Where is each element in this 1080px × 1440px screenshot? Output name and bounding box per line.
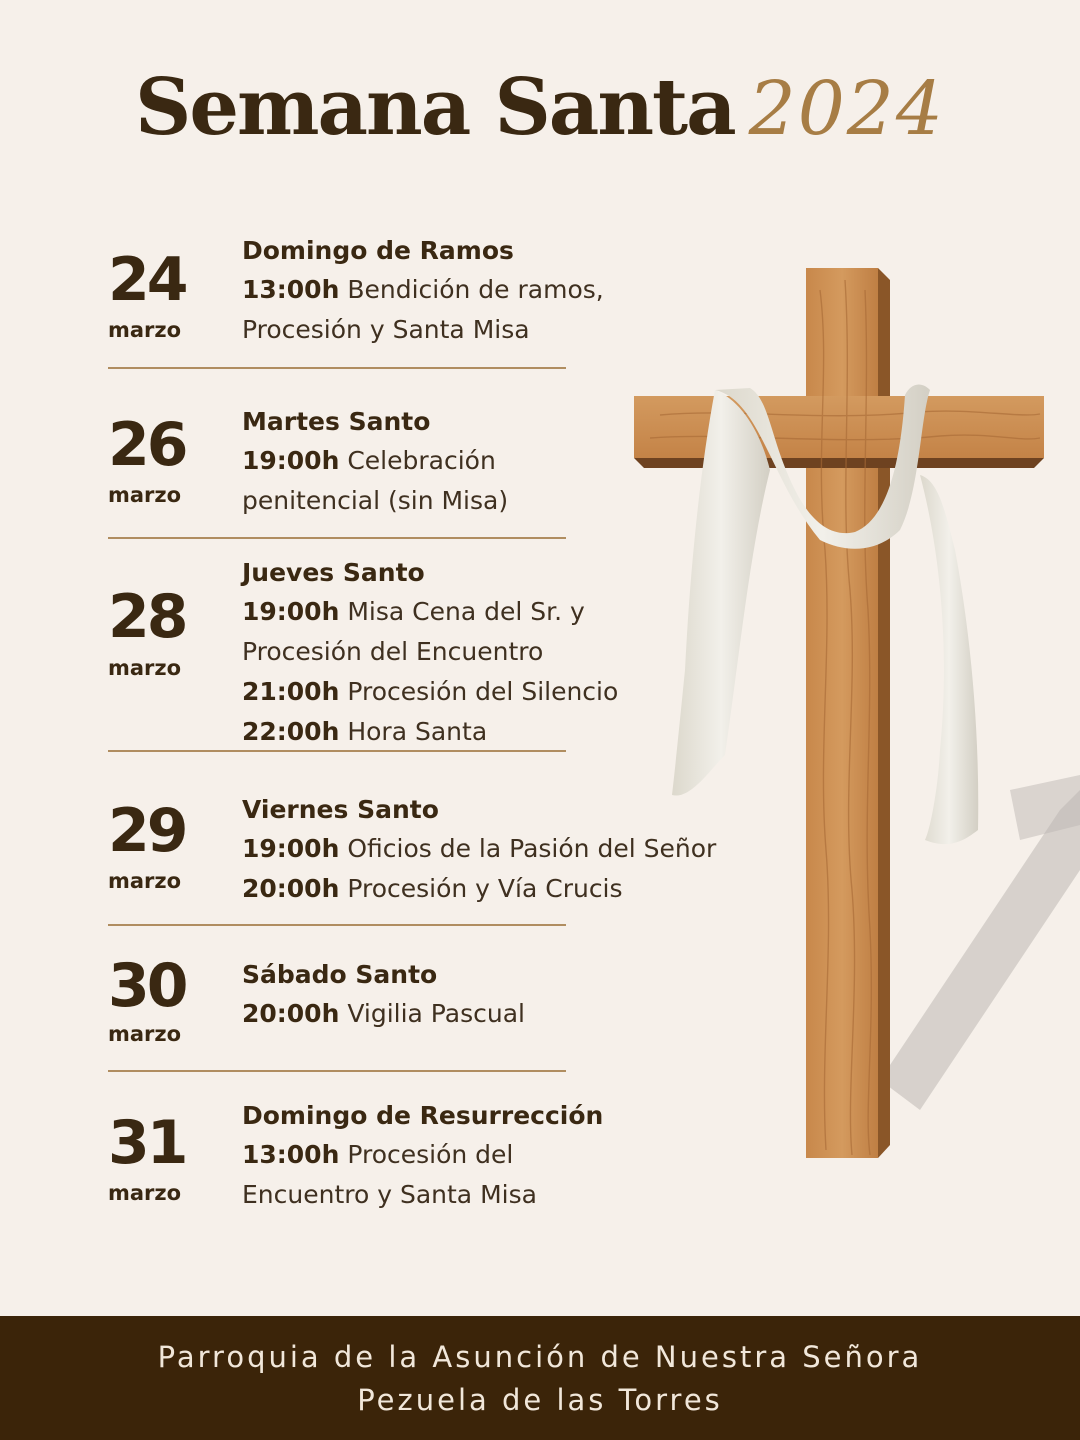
event-month: marzo: [108, 483, 182, 507]
poster-title: [0, 62, 1080, 153]
footer-banner: [0, 1316, 1080, 1440]
title-year: 2024: [748, 66, 945, 152]
footer-parish: Parroquia de la Asunción de Nuestra Señora: [157, 1340, 923, 1374]
event-text: Misa Cena del Sr. y: [339, 597, 585, 626]
event-text: Procesión y Santa Misa: [242, 315, 530, 344]
event-day: 31: [108, 1108, 186, 1178]
event-day: 28: [108, 582, 186, 652]
event-time: 22:00h: [242, 717, 340, 746]
event-line: [242, 712, 762, 752]
event-text: Vigilia Pascual: [339, 999, 525, 1028]
event-time: 21:00h: [242, 677, 340, 706]
event-time: 20:00h: [242, 999, 340, 1028]
event-day: 26: [108, 410, 186, 480]
event-line: [242, 994, 762, 1034]
event-text: Bendición de ramos,: [339, 275, 604, 304]
event-name: Domingo de Resurrección: [242, 1101, 604, 1130]
event-text: Procesión del Encuentro: [242, 637, 544, 666]
event-time: 19:00h: [242, 597, 340, 626]
event-text: penitencial (sin Misa): [242, 486, 509, 515]
event-month: marzo: [108, 656, 182, 680]
title-main: Semana Santa: [135, 62, 735, 153]
event-day: 24: [108, 245, 186, 315]
event-day: 29: [108, 796, 186, 866]
event-text: Encuentro y Santa Misa: [242, 1180, 537, 1209]
event-month: marzo: [108, 1022, 182, 1046]
event-month: marzo: [108, 1181, 182, 1205]
event-time: 20:00h: [242, 874, 340, 903]
divider: [108, 367, 566, 369]
event-line: [242, 829, 842, 869]
event-line: [242, 1175, 762, 1215]
event-month: marzo: [108, 869, 182, 893]
event-time: 19:00h: [242, 834, 340, 863]
event-text: Oficios de la Pasión del Señor: [339, 834, 717, 863]
event-name: Sábado Santo: [242, 960, 438, 989]
divider: [108, 537, 566, 539]
event-text: Procesión del Silencio: [339, 677, 619, 706]
event-month: marzo: [108, 318, 182, 342]
event-line: [242, 632, 762, 672]
divider: [108, 750, 566, 752]
event-line: [242, 481, 762, 521]
event-time: 19:00h: [242, 446, 340, 475]
divider: [108, 1070, 566, 1072]
event-text: Procesión del: [339, 1140, 514, 1169]
event-line: [242, 1135, 762, 1175]
event-line: [242, 672, 762, 712]
cross-shadow: [880, 790, 1080, 1110]
event-line: [242, 869, 842, 909]
event-day: 30: [108, 951, 186, 1021]
event-name: Viernes Santo: [242, 795, 439, 824]
event-text: Hora Santa: [339, 717, 488, 746]
event-line: [242, 270, 762, 310]
event-name: Martes Santo: [242, 407, 431, 436]
event-name: Domingo de Ramos: [242, 236, 514, 265]
event-info: [242, 956, 762, 1034]
divider: [108, 924, 566, 926]
cloth-right-fall: [920, 475, 978, 844]
event-name: Jueves Santo: [242, 558, 425, 587]
event-line: [242, 310, 762, 350]
event-info: [242, 554, 762, 752]
event-info: [242, 791, 842, 909]
event-time: 13:00h: [242, 1140, 340, 1169]
event-info: [242, 403, 762, 521]
event-line: [242, 592, 762, 632]
footer-town: Pezuela de las Torres: [357, 1383, 723, 1417]
event-text: Celebración: [339, 446, 496, 475]
event-text: Procesión y Vía Crucis: [339, 874, 623, 903]
event-info: [242, 232, 762, 350]
event-info: [242, 1097, 762, 1215]
event-line: [242, 441, 762, 481]
event-time: 13:00h: [242, 275, 340, 304]
